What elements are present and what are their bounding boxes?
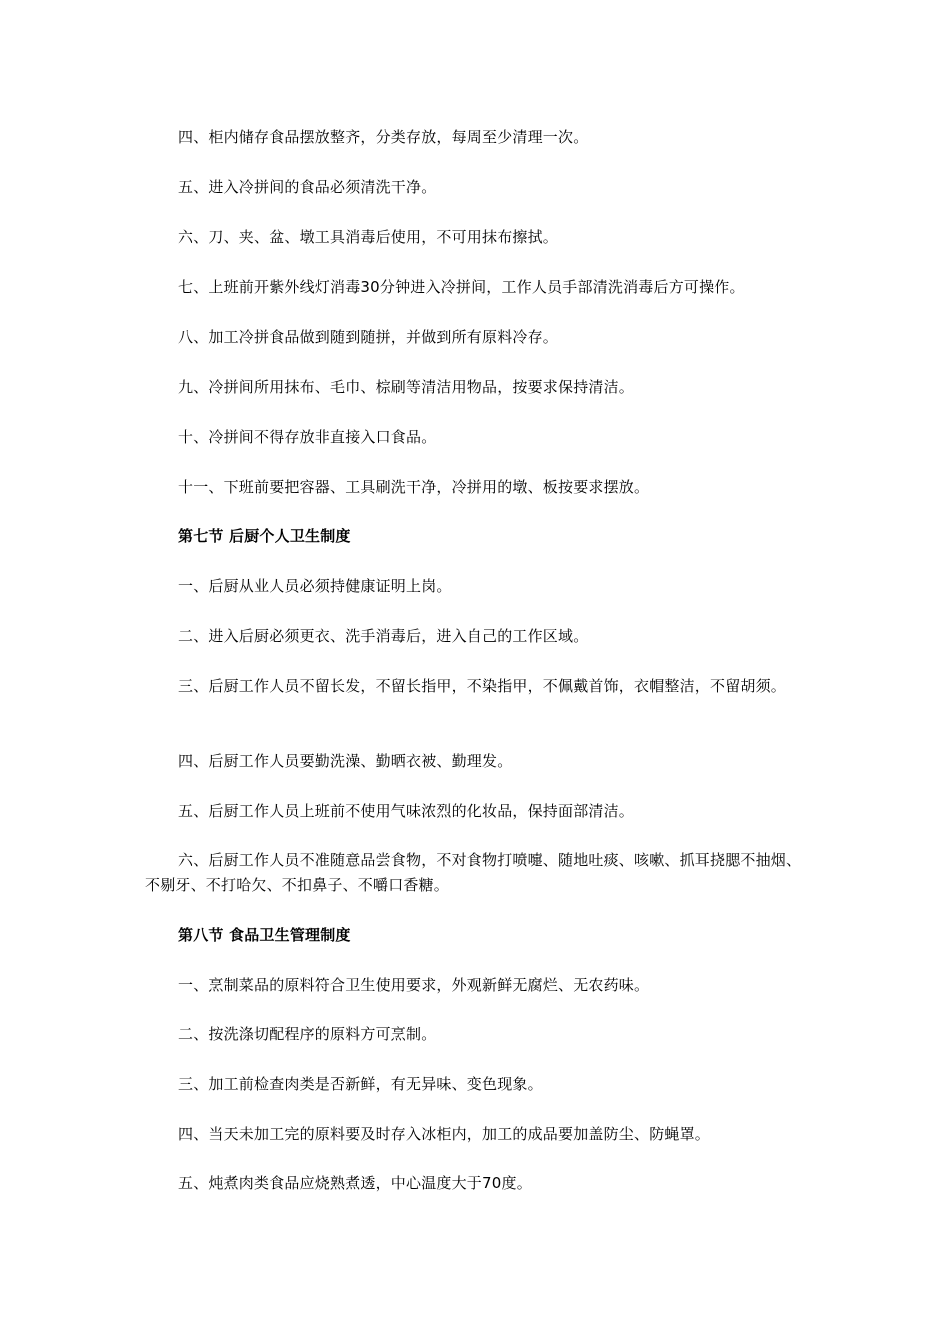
- list-item: 七、上班前开紫外线灯消毒30分钟进入冷拼间，工作人员手部清洗消毒后方可操作。: [178, 278, 745, 296]
- list-item: 五、进入冷拼间的食品必须清洗干净。: [178, 178, 437, 196]
- list-item: 五、炖煮肉类食品应烧熟煮透，中心温度大于70度。: [178, 1174, 532, 1192]
- list-item: 六、后厨工作人员不准随意品尝食物，不对食物打喷嚏、随地吐痰、咳嗽、抓耳挠腮不抽烟、不剔牙、不打哈欠、不扣鼻子、不嚼口香糖。: [145, 851, 802, 894]
- section-heading: 第七节 后厨个人卫生制度: [178, 527, 351, 545]
- list-item: 四、柜内储存食品摆放整齐，分类存放，每周至少清理一次。: [178, 128, 589, 146]
- list-item: 一、烹制菜品的原料符合卫生使用要求，外观新鲜无腐烂、无农药味。: [178, 976, 650, 994]
- list-item: 八、加工冷拼食品做到随到随拼，并做到所有原料冷存。: [178, 328, 559, 346]
- section-heading: 第八节 食品卫生管理制度: [178, 926, 351, 944]
- list-item: 五、后厨工作人员上班前不使用气味浓烈的化妆品，保持面部清洁。: [178, 802, 635, 820]
- list-item: 四、当天未加工完的原料要及时存入冰柜内，加工的成品要加盖防尘、防蝇罩。: [178, 1125, 711, 1143]
- list-item: 六、刀、夹、盆、墩工具消毒后使用，不可用抹布擦拭。: [178, 228, 559, 246]
- list-item: 三、加工前检查肉类是否新鲜，有无异味、变色现象。: [178, 1075, 543, 1093]
- list-item: 一、后厨从业人员必须持健康证明上岗。: [178, 577, 452, 595]
- list-item: 二、按洗涤切配程序的原料方可烹制。: [178, 1025, 437, 1043]
- list-item: 四、后厨工作人员要勤洗澡、勤晒衣被、勤理发。: [178, 752, 513, 770]
- list-item: 十一、下班前要把容器、工具刷洗干净，冷拼用的墩、板按要求摆放。: [178, 478, 650, 496]
- list-item: 十、冷拼间不得存放非直接入口食品。: [178, 428, 437, 446]
- list-item: 三、后厨工作人员不留长发，不留长指甲，不染指甲，不佩戴首饰，衣帽整洁，不留胡须。: [178, 677, 787, 695]
- list-item: 九、冷拼间所用抹布、毛巾、棕刷等清洁用物品，按要求保持清洁。: [178, 378, 635, 396]
- list-item: 二、进入后厨必须更衣、洗手消毒后，进入自己的工作区域。: [178, 627, 589, 645]
